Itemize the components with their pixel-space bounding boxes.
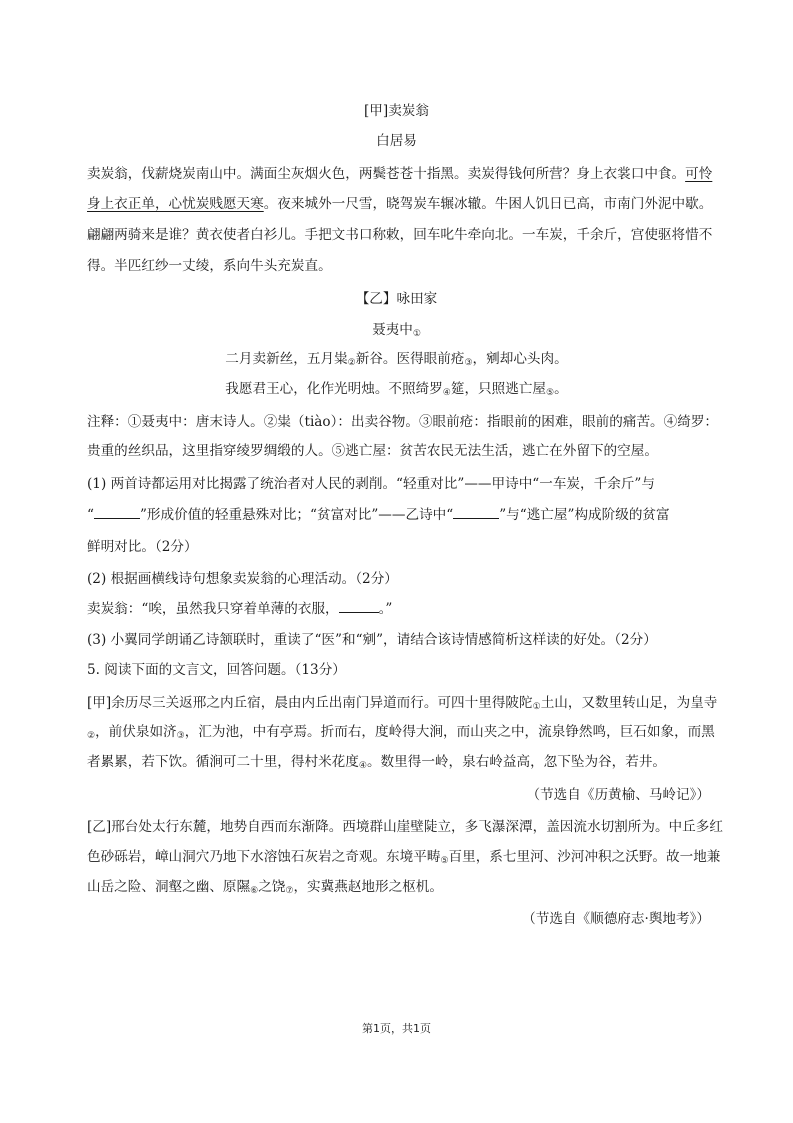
footnote-marker: ①: [532, 702, 541, 712]
passage-text: ，汇为池，中有亭焉。折而右，度岭得大涧，而山夹之中，流泉铮然鸣，巨石如象，而黑: [184, 724, 715, 740]
passage-text: 者累累，若下饮。循涧可二十里，得村米花度: [87, 754, 359, 770]
question-text: ”形成价值的轻重悬殊对比；“贫富对比”——乙诗中“: [139, 507, 454, 523]
poem-a-line-3: 翩翩两骑来是谁？黄衣使者白衫儿。手把文书口称敕，回车叱牛牵向北。一车炭，千余斤，宫使驱将惜不: [87, 227, 713, 243]
question-1-line-2: [87, 505, 670, 525]
notes-line-1: 注释：①聂夷中：唐末诗人。②粜（tiào）：出卖谷物。③眼前疮：指眼前的困难，眼前的痛苦。④绮罗：: [87, 414, 719, 430]
passage-a-line-3: [87, 752, 666, 774]
passage-a-source: （节选自《历黄榆、马岭记》）: [526, 787, 710, 803]
poem-text: 二月卖新丝，五月粜: [225, 351, 348, 367]
poem-a-line-2: [87, 194, 712, 214]
footnote-marker: ②: [87, 731, 96, 741]
poem-text: 。: [554, 381, 568, 397]
question-1-line-3: 鲜明对比。（2分）: [87, 539, 198, 555]
poem-b-title: 【乙】咏田家: [355, 291, 438, 307]
footnote-marker: ②: [347, 358, 356, 368]
poem-text: 筵，只照逃亡屋: [450, 381, 547, 397]
passage-text: [甲]余历尽三关返邢之内丘宿，晨由内丘出南门异道而行。可四十里得陂陀: [87, 695, 533, 711]
passage-text: 山岳之险、洞壑之幽、原隰: [87, 879, 251, 895]
passage-text: 。数里得一岭，泉右岭益高，忽下坠为谷，若井。: [366, 754, 667, 770]
question-5-heading: 5. 阅读下面的文言文，回答问题。（13分）: [87, 662, 346, 678]
poem-text: 新谷。医得眼前疮: [355, 351, 465, 367]
poem-text: ，剜却心头肉。: [472, 351, 568, 367]
footnote-marker: ⑤: [440, 856, 449, 866]
question-3-line-1: (3) 小翼同学朗诵乙诗颔联时，重读了“医”和“剜”，请结合该诗情感简析这样读的好处。（2分）: [87, 632, 657, 648]
poem-a-text: 卖炭翁，伐薪烧炭南山中。满面尘灰烟火色，两鬓苍苍十指黑。卖炭得钱何所营？身上衣裳口中食。: [87, 166, 686, 182]
passage-a-line-2: [87, 722, 715, 744]
passage-b-line-1: [乙]邢台处太行东麓，地势自西而东渐降。西境群山崖壁陡立，多飞瀑深潭，盖因流水切割所为。中丘多红: [87, 819, 723, 835]
question-text: ”与“逃亡屋”构成阶级的贫富: [499, 507, 670, 523]
passage-b-line-3: [87, 877, 443, 899]
passage-b-source: （节选自《顺德府志·舆地考》）: [522, 911, 710, 927]
footnote-marker: ③: [464, 358, 473, 368]
passage-b-line-2: [87, 847, 720, 869]
notes-line-2: 贵重的丝织品，这里指穿绫罗绸缎的人。⑤逃亡屋：贫苦农民无法生活，逃亡在外留下的空屋。: [87, 443, 658, 459]
answer-blank[interactable]: [94, 506, 140, 519]
answer-blank[interactable]: [453, 506, 499, 519]
question-1-line-1: (1) 两首诗都运用对比揭露了统治者对人民的剥削。“轻重对比”——甲诗中“一车炭，千余斤”与: [87, 476, 655, 492]
footnote-marker: ③: [176, 731, 185, 741]
poem-a-author: 白居易: [376, 133, 417, 149]
passage-text: ，实冀燕赵地形之枢机。: [293, 879, 443, 895]
question-2-line-2: [87, 599, 392, 619]
footnote-marker: ⑥: [250, 886, 259, 896]
poem-a-title: [甲]卖炭翁: [364, 103, 429, 119]
passage-text: 之饶: [258, 879, 286, 895]
passage-text: 百里，系七里河、沙河冲积之沃野。故一地兼: [448, 849, 721, 865]
question-text: 卖炭翁：“唉，虽然我只穿着单薄的衣服，: [87, 601, 339, 617]
poem-a-text: 。夜来城外一尺雪，晓驾炭车辗冰辙。牛困人饥日已高，市南门外泥中歇。: [263, 196, 713, 212]
passage-text: 色砂砾岩，嶂山洞穴乃地下水溶蚀石灰岩之奇观。东境平畴: [87, 849, 441, 865]
answer-blank[interactable]: [339, 600, 379, 613]
poem-a-line-4: 得。半匹红纱一丈绫，系向牛头充炭直。: [87, 258, 332, 274]
footnote-marker: ①: [412, 329, 421, 339]
footnote-marker: ④: [442, 388, 451, 398]
underlined-text: 可怜: [685, 166, 713, 182]
author-name: 聂夷中: [372, 322, 413, 338]
footnote-marker: ⑤: [546, 388, 555, 398]
footnote-marker: ⑦: [285, 886, 294, 896]
question-text: “: [87, 507, 94, 523]
poem-b-author: [0, 320, 793, 342]
page-footer: 第1页，共1页: [362, 1022, 431, 1035]
poem-text: 我愿君王心，化作光明烛。不照绮罗: [225, 381, 443, 397]
footnote-marker: ④: [358, 761, 367, 771]
question-2-line-1: (2) 根据画横线诗句想象卖炭翁的心理活动。（2分）: [87, 571, 398, 587]
underlined-text: 身上衣正单，心忧炭贱愿天寒: [87, 196, 264, 212]
poem-b-line-2: [0, 379, 793, 401]
passage-text: ，前伏泉如济: [95, 724, 177, 740]
passage-text: 土山，又数里转山足，为皇寺: [540, 695, 718, 711]
poem-b-line-1: [0, 349, 793, 371]
question-text: 。”: [378, 601, 393, 617]
passage-a-line-1: [87, 693, 717, 715]
poem-a-line-1: [87, 164, 712, 184]
